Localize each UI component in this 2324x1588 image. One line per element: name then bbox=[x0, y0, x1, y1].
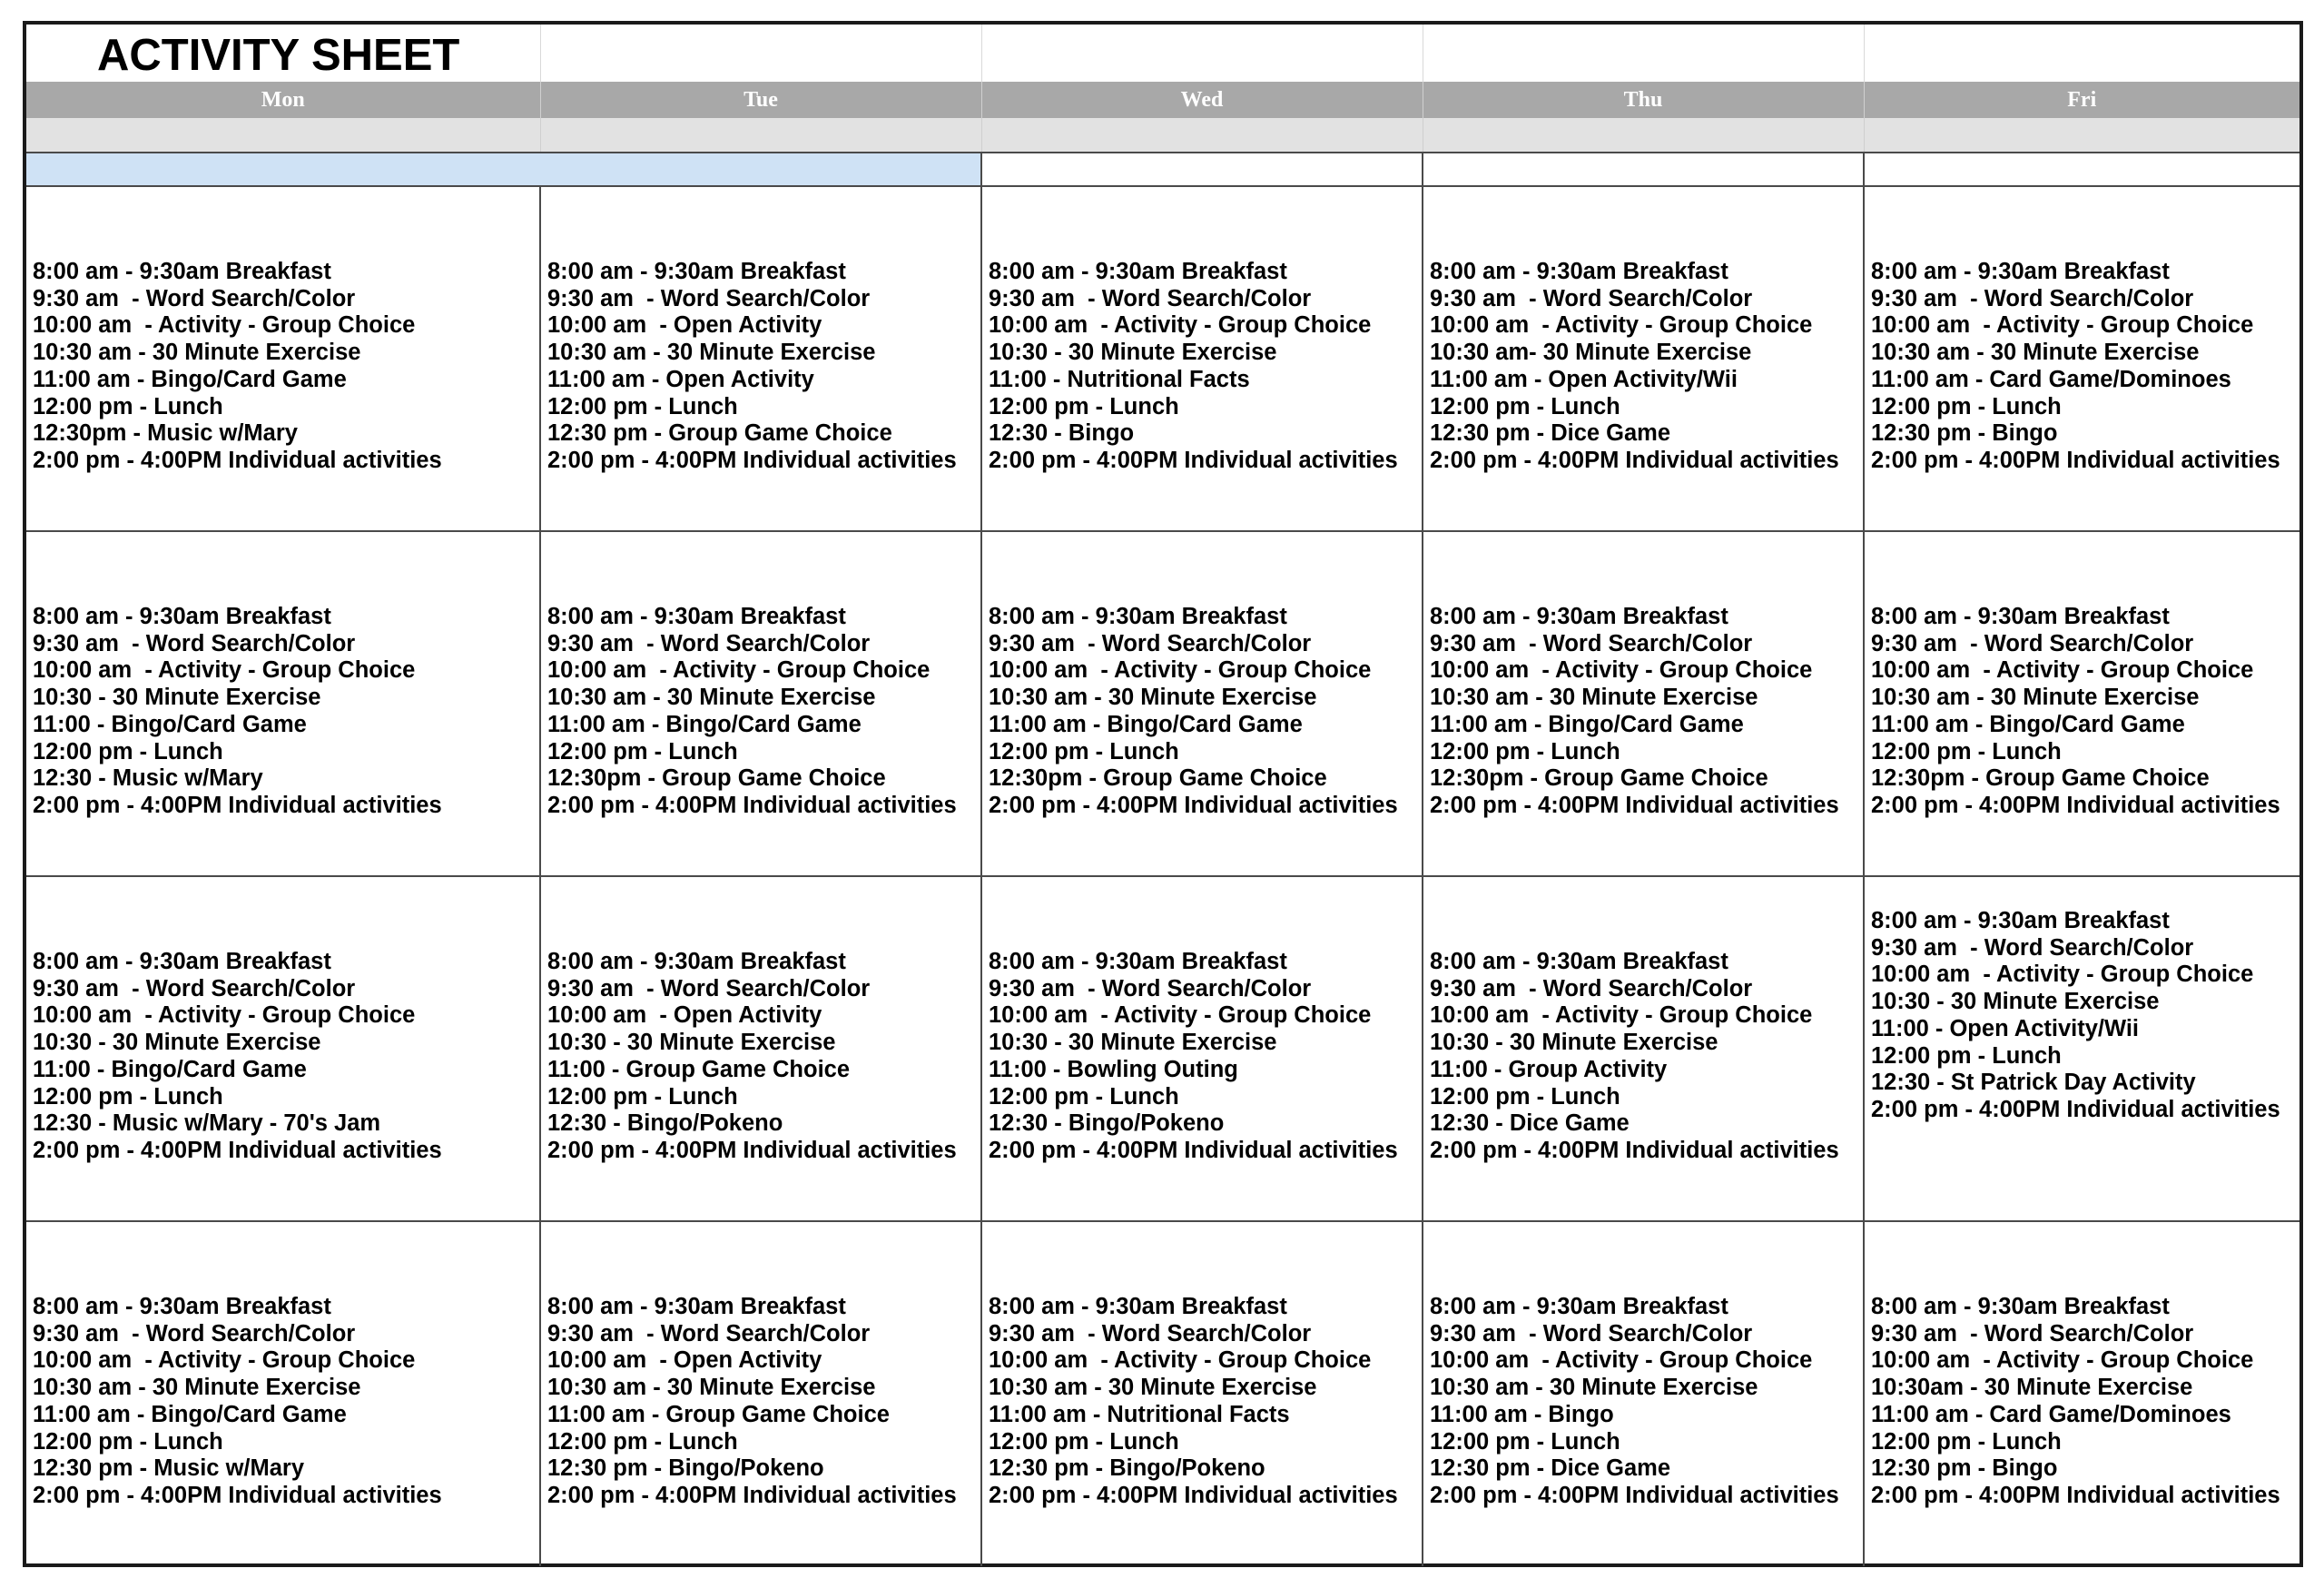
day-header-thu: Thu bbox=[1423, 82, 1864, 118]
activity-list bbox=[26, 1222, 539, 1510]
activity-entry: 10:30 am - 30 Minute Exercise bbox=[989, 685, 1317, 711]
date-cell[interactable] bbox=[540, 118, 981, 153]
activity-list bbox=[1865, 532, 2299, 820]
activity-entry: 12:30 pm - Dice Game bbox=[1430, 420, 1671, 447]
activity-entry: 12:00 pm - Lunch bbox=[547, 738, 738, 764]
day-cell[interactable] bbox=[981, 186, 1423, 531]
activity-entry: 12:00 pm - Lunch bbox=[989, 1428, 1179, 1455]
activity-entry: 2:00 pm - 4:00PM Individual activities bbox=[1871, 792, 2280, 818]
activity-entry: 2:00 pm - 4:00PM Individual activities bbox=[1871, 1482, 2280, 1508]
date-row bbox=[26, 118, 2299, 153]
activity-entry: 2:00 pm - 4:00PM Individual activities bbox=[1430, 1137, 1839, 1163]
activity-entry: 8:00 am - 9:30am Breakfast bbox=[1430, 949, 1728, 974]
activity-entry: 2:00 pm - 4:00PM Individual activities bbox=[547, 1137, 957, 1163]
activity-entry: 9:30 am - Word Search/Color bbox=[1871, 630, 2194, 656]
date-cell[interactable] bbox=[26, 118, 540, 153]
activity-entry: 8:00 am - 9:30am Breakfast bbox=[1871, 604, 2170, 629]
activity-entry: 11:00 - Open Activity/Wii bbox=[1871, 1015, 2139, 1041]
activity-entry: 12:30 pm - Music w/Mary bbox=[33, 1455, 305, 1482]
activity-entry: 9:30 am - Word Search/Color bbox=[33, 975, 356, 1001]
activity-entry: 12:00 pm - Lunch bbox=[989, 1083, 1179, 1110]
empty-cell bbox=[540, 25, 981, 82]
activity-list bbox=[982, 1222, 1422, 1510]
activity-entry: 12:30 - Dice Game bbox=[1430, 1110, 1630, 1137]
activity-entry: 11:00 am - Nutritional Facts bbox=[989, 1401, 1290, 1427]
activity-entry: 10:00 am - Activity - Group Choice bbox=[33, 312, 416, 339]
activity-entry: 12:00 pm - Lunch bbox=[989, 393, 1179, 419]
activity-entry: 11:00 - Bingo/Card Game bbox=[33, 711, 307, 737]
day-cell[interactable] bbox=[981, 876, 1423, 1221]
activity-entry: 8:00 am - 9:30am Breakfast bbox=[547, 1294, 846, 1319]
activity-entry: 9:30 am - Word Search/Color bbox=[33, 1320, 356, 1346]
day-cell[interactable] bbox=[1864, 531, 2299, 876]
activity-entry: 8:00 am - 9:30am Breakfast bbox=[547, 949, 846, 974]
date-cell[interactable] bbox=[981, 118, 1423, 153]
week-row bbox=[26, 1221, 2299, 1566]
day-cell[interactable] bbox=[540, 1221, 981, 1566]
blank-cell[interactable] bbox=[981, 153, 1423, 186]
blank-cell[interactable] bbox=[1864, 153, 2299, 186]
activity-entry: 12:00 pm - Lunch bbox=[989, 738, 1179, 764]
activity-entry: 9:30 am - Word Search/Color bbox=[1430, 285, 1753, 311]
day-cell[interactable] bbox=[1864, 186, 2299, 531]
activity-entry: 9:30 am - Word Search/Color bbox=[989, 285, 1312, 311]
activity-entry: 10:30 - 30 Minute Exercise bbox=[33, 685, 321, 711]
activity-entry: 12:00 pm - Lunch bbox=[33, 1428, 223, 1455]
sheet-title: ACTIVITY SHEET bbox=[97, 30, 460, 80]
empty-cell bbox=[1864, 25, 2299, 82]
activity-list bbox=[541, 877, 980, 1165]
activity-entry: 2:00 pm - 4:00PM Individual activities bbox=[547, 447, 957, 473]
activity-entry: 10:30 - 30 Minute Exercise bbox=[547, 1030, 836, 1056]
activity-entry: 12:00 pm - Lunch bbox=[547, 393, 738, 419]
schedule-table bbox=[26, 25, 2299, 1566]
activity-entry: 10:00 am - Activity - Group Choice bbox=[33, 657, 416, 684]
activity-entry: 10:30 am - 30 Minute Exercise bbox=[1430, 1375, 1758, 1401]
activity-entry: 12:00 pm - Lunch bbox=[33, 393, 223, 419]
activity-entry: 10:00 am - Open Activity bbox=[547, 1347, 822, 1374]
activity-entry: 2:00 pm - 4:00PM Individual activities bbox=[1871, 1096, 2280, 1122]
activity-entry: 10:30 am - 30 Minute Exercise bbox=[547, 1375, 876, 1401]
activity-entry: 12:30 pm - Bingo bbox=[1871, 1455, 2058, 1482]
activity-entry: 12:30 pm - Bingo/Pokeno bbox=[989, 1455, 1265, 1482]
activity-entry: 8:00 am - 9:30am Breakfast bbox=[1871, 259, 2170, 284]
activity-entry: 8:00 am - 9:30am Breakfast bbox=[989, 604, 1287, 629]
activity-entry: 8:00 am - 9:30am Breakfast bbox=[989, 259, 1287, 284]
day-cell[interactable] bbox=[1423, 1221, 1864, 1566]
activity-list bbox=[26, 187, 539, 475]
activity-entry: 12:00 pm - Lunch bbox=[33, 738, 223, 764]
activity-entry: 2:00 pm - 4:00PM Individual activities bbox=[547, 792, 957, 818]
activity-entry: 9:30 am - Word Search/Color bbox=[989, 630, 1312, 656]
activity-entry: 2:00 pm - 4:00PM Individual activities bbox=[989, 1137, 1398, 1163]
activity-entry: 8:00 am - 9:30am Breakfast bbox=[1871, 1294, 2170, 1319]
activity-entry: 12:30 pm - Dice Game bbox=[1430, 1455, 1671, 1482]
activity-list bbox=[26, 877, 539, 1165]
activity-entry: 9:30 am - Word Search/Color bbox=[1871, 934, 2194, 961]
activity-entry: 8:00 am - 9:30am Breakfast bbox=[33, 259, 331, 284]
activity-entry: 8:00 am - 9:30am Breakfast bbox=[33, 1294, 331, 1319]
activity-list bbox=[1423, 877, 1863, 1165]
activity-list bbox=[982, 877, 1422, 1165]
activity-entry: 8:00 am - 9:30am Breakfast bbox=[1430, 1294, 1728, 1319]
activity-entry: 11:00 - Bowling Outing bbox=[989, 1056, 1238, 1082]
activity-entry: 8:00 am - 9:30am Breakfast bbox=[1871, 908, 2170, 933]
activity-entry: 2:00 pm - 4:00PM Individual activities bbox=[547, 1482, 957, 1508]
activity-entry: 9:30 am - Word Search/Color bbox=[547, 285, 871, 311]
activity-entry: 12:00 pm - Lunch bbox=[33, 1083, 223, 1110]
activity-entry: 9:30 am - Word Search/Color bbox=[1430, 1320, 1753, 1346]
day-cell[interactable] bbox=[1864, 1221, 2299, 1566]
day-cell[interactable] bbox=[1864, 876, 2299, 1221]
activity-entry: 12:30pm - Group Game Choice bbox=[1430, 765, 1768, 792]
activity-entry: 10:00 am - Activity - Group Choice bbox=[33, 1347, 416, 1374]
activity-entry: 10:00 am - Open Activity bbox=[547, 1002, 822, 1029]
day-cell[interactable] bbox=[26, 1221, 540, 1566]
activity-entry: 10:00 am - Activity - Group Choice bbox=[989, 657, 1372, 684]
week-row bbox=[26, 186, 2299, 531]
activity-entry: 10:30 am - 30 Minute Exercise bbox=[33, 340, 361, 366]
activity-list bbox=[541, 1222, 980, 1510]
activity-entry: 2:00 pm - 4:00PM Individual activities bbox=[33, 1137, 442, 1163]
day-cell[interactable] bbox=[540, 186, 981, 531]
activity-entry: 10:00 am - Activity - Group Choice bbox=[989, 312, 1372, 339]
activity-list bbox=[541, 187, 980, 475]
activity-entry: 2:00 pm - 4:00PM Individual activities bbox=[33, 792, 442, 818]
activity-entry: 8:00 am - 9:30am Breakfast bbox=[989, 1294, 1287, 1319]
activity-entry: 11:00 am - Bingo/Card Game bbox=[1871, 711, 2185, 737]
activity-list bbox=[1423, 1222, 1863, 1510]
activity-list bbox=[982, 532, 1422, 820]
day-cell[interactable] bbox=[540, 531, 981, 876]
activity-entry: 10:00 am - Activity - Group Choice bbox=[1430, 1002, 1813, 1029]
activity-entry: 8:00 am - 9:30am Breakfast bbox=[989, 949, 1287, 974]
activity-entry: 8:00 am - 9:30am Breakfast bbox=[33, 949, 331, 974]
day-header-row bbox=[26, 82, 2299, 118]
week-row bbox=[26, 531, 2299, 876]
activity-entry: 10:30 am - 30 Minute Exercise bbox=[1871, 340, 2200, 366]
activity-entry: 11:00 am - Bingo/Card Game bbox=[33, 1401, 347, 1427]
title-row bbox=[26, 25, 2299, 82]
activity-entry: 2:00 pm - 4:00PM Individual activities bbox=[1871, 447, 2280, 473]
activity-entry: 10:30am - 30 Minute Exercise bbox=[1871, 1375, 2193, 1401]
activity-entry: 12:30pm - Music w/Mary bbox=[33, 420, 298, 447]
activity-entry: 11:00 am - Bingo/Card Game bbox=[989, 711, 1303, 737]
activity-entry: 10:30 am - 30 Minute Exercise bbox=[547, 685, 876, 711]
activity-entry: 9:30 am - Word Search/Color bbox=[989, 1320, 1312, 1346]
activity-entry: 9:30 am - Word Search/Color bbox=[33, 630, 356, 656]
activity-entry: 11:00 am - Card Game/Dominoes bbox=[1871, 366, 2231, 392]
activity-entry: 2:00 pm - 4:00PM Individual activities bbox=[33, 447, 442, 473]
date-cell[interactable] bbox=[1864, 118, 2299, 153]
activity-entry: 10:00 am - Activity - Group Choice bbox=[33, 1002, 416, 1029]
activity-entry: 11:00 - Bingo/Card Game bbox=[33, 1056, 307, 1082]
activity-entry: 10:00 am - Open Activity bbox=[547, 312, 822, 339]
activity-list bbox=[26, 532, 539, 820]
activity-entry: 12:00 pm - Lunch bbox=[1430, 1083, 1620, 1110]
activity-entry: 12:30 - St Patrick Day Activity bbox=[1871, 1070, 2196, 1096]
activity-entry: 11:00 - Nutritional Facts bbox=[989, 366, 1250, 392]
empty-cell bbox=[981, 25, 1423, 82]
activity-entry: 9:30 am - Word Search/Color bbox=[1430, 975, 1753, 1001]
activity-entry: 10:30 am - 30 Minute Exercise bbox=[33, 1375, 361, 1401]
activity-entry: 12:30 - Bingo/Pokeno bbox=[547, 1110, 783, 1137]
activity-entry: 2:00 pm - 4:00PM Individual activities bbox=[1430, 1482, 1839, 1508]
activity-entry: 12:30 pm - Group Game Choice bbox=[547, 420, 892, 447]
activity-entry: 2:00 pm - 4:00PM Individual activities bbox=[989, 447, 1398, 473]
highlight-row bbox=[26, 153, 2299, 186]
activity-entry: 12:00 pm - Lunch bbox=[1430, 393, 1620, 419]
activity-entry: 8:00 am - 9:30am Breakfast bbox=[547, 259, 846, 284]
title-cell bbox=[26, 25, 540, 82]
activity-entry: 12:30 pm - Bingo bbox=[1871, 420, 2058, 447]
activity-entry: 11:00 am - Group Game Choice bbox=[547, 1401, 890, 1427]
activity-entry: 10:30 - 30 Minute Exercise bbox=[989, 340, 1277, 366]
activity-entry: 12:00 pm - Lunch bbox=[1430, 1428, 1620, 1455]
activity-entry: 10:00 am - Activity - Group Choice bbox=[1871, 1347, 2254, 1374]
day-cell[interactable] bbox=[1423, 186, 1864, 531]
activity-entry: 10:30 am- 30 Minute Exercise bbox=[1430, 340, 1752, 366]
activity-entry: 10:00 am - Activity - Group Choice bbox=[1871, 312, 2254, 339]
activity-entry: 12:00 pm - Lunch bbox=[1430, 738, 1620, 764]
activity-entry: 8:00 am - 9:30am Breakfast bbox=[1430, 259, 1728, 284]
day-cell[interactable] bbox=[981, 1221, 1423, 1566]
activity-entry: 9:30 am - Word Search/Color bbox=[33, 285, 356, 311]
activity-entry: 2:00 pm - 4:00PM Individual activities bbox=[989, 792, 1398, 818]
activity-entry: 10:00 am - Activity - Group Choice bbox=[1430, 657, 1813, 684]
activity-entry: 12:30 - Music w/Mary - 70's Jam bbox=[33, 1110, 381, 1137]
activity-entry: 11:00 am - Bingo/Card Game bbox=[547, 711, 862, 737]
activity-entry: 8:00 am - 9:30am Breakfast bbox=[1430, 604, 1728, 629]
day-cell[interactable] bbox=[540, 876, 981, 1221]
day-header-fri: Fri bbox=[1864, 82, 2299, 118]
activity-list bbox=[541, 532, 980, 820]
activity-entry: 10:30 - 30 Minute Exercise bbox=[33, 1030, 321, 1056]
activity-entry: 10:00 am - Activity - Group Choice bbox=[1430, 312, 1813, 339]
activity-entry: 12:30pm - Group Game Choice bbox=[547, 765, 886, 792]
activity-entry: 2:00 pm - 4:00PM Individual activities bbox=[1430, 792, 1839, 818]
activity-entry: 2:00 pm - 4:00PM Individual activities bbox=[33, 1482, 442, 1508]
activity-entry: 11:00 am - Bingo bbox=[1430, 1401, 1614, 1427]
activity-entry: 9:30 am - Word Search/Color bbox=[1871, 1320, 2194, 1346]
activity-entry: 11:00 am - Bingo/Card Game bbox=[33, 366, 347, 392]
activity-list bbox=[1865, 187, 2299, 475]
activity-entry: 10:00 am - Activity - Group Choice bbox=[989, 1347, 1372, 1374]
activity-entry: 9:30 am - Word Search/Color bbox=[1430, 630, 1753, 656]
activity-entry: 10:00 am - Activity - Group Choice bbox=[989, 1002, 1372, 1029]
week-row bbox=[26, 876, 2299, 1221]
activity-entry: 11:00 am - Open Activity bbox=[547, 366, 814, 392]
activity-entry: 12:30 - Bingo/Pokeno bbox=[989, 1110, 1225, 1137]
activity-entry: 12:00 pm - Lunch bbox=[1871, 1428, 2062, 1455]
activity-entry: 11:00 - Group Game Choice bbox=[547, 1056, 851, 1082]
day-cell[interactable] bbox=[26, 531, 540, 876]
activity-entry: 12:00 pm - Lunch bbox=[1871, 738, 2062, 764]
activity-entry: 9:30 am - Word Search/Color bbox=[547, 975, 871, 1001]
activity-entry: 10:30 - 30 Minute Exercise bbox=[1871, 989, 2160, 1015]
day-cell[interactable] bbox=[981, 531, 1423, 876]
activity-entry: 12:30pm - Group Game Choice bbox=[989, 765, 1327, 792]
activity-entry: 11:00 am - Open Activity/Wii bbox=[1430, 366, 1738, 392]
activity-entry: 8:00 am - 9:30am Breakfast bbox=[33, 604, 331, 629]
activity-entry: 12:30 pm - Bingo/Pokeno bbox=[547, 1455, 824, 1482]
activity-entry: 10:30 am - 30 Minute Exercise bbox=[547, 340, 876, 366]
activity-entry: 12:00 pm - Lunch bbox=[547, 1083, 738, 1110]
activity-entry: 9:30 am - Word Search/Color bbox=[1871, 285, 2194, 311]
activity-entry: 10:00 am - Activity - Group Choice bbox=[1430, 1347, 1813, 1374]
activity-list bbox=[982, 187, 1422, 475]
day-cell[interactable] bbox=[26, 186, 540, 531]
activity-entry: 10:30 am - 30 Minute Exercise bbox=[989, 1375, 1317, 1401]
activity-entry: 12:00 pm - Lunch bbox=[1871, 393, 2062, 419]
day-header-tue: Tue bbox=[540, 82, 981, 118]
day-cell[interactable] bbox=[1423, 876, 1864, 1221]
activity-list bbox=[1423, 187, 1863, 475]
activity-entry: 2:00 pm - 4:00PM Individual activities bbox=[989, 1482, 1398, 1508]
activity-entry: 11:00 am - Card Game/Dominoes bbox=[1871, 1401, 2231, 1427]
activity-entry: 10:30 - 30 Minute Exercise bbox=[1430, 1030, 1718, 1056]
activity-entry: 12:30 - Music w/Mary bbox=[33, 765, 263, 792]
activity-entry: 10:30 am - 30 Minute Exercise bbox=[1430, 685, 1758, 711]
activity-entry: 2:00 pm - 4:00PM Individual activities bbox=[1430, 447, 1839, 473]
activity-entry: 12:00 pm - Lunch bbox=[547, 1428, 738, 1455]
activity-entry: 10:00 am - Activity - Group Choice bbox=[547, 657, 931, 684]
activity-list bbox=[1423, 532, 1863, 820]
activity-entry: 9:30 am - Word Search/Color bbox=[547, 630, 871, 656]
activity-entry: 10:00 am - Activity - Group Choice bbox=[1871, 962, 2254, 988]
activity-entry: 12:30 - Bingo bbox=[989, 420, 1135, 447]
activity-entry: 10:00 am - Activity - Group Choice bbox=[1871, 657, 2254, 684]
date-cell[interactable] bbox=[1423, 118, 1864, 153]
day-header-wed: Wed bbox=[981, 82, 1423, 118]
highlighted-cell[interactable] bbox=[26, 153, 981, 186]
day-cell[interactable] bbox=[1423, 531, 1864, 876]
activity-entry: 12:00 pm - Lunch bbox=[1871, 1042, 2062, 1069]
activity-entry: 10:30 am - 30 Minute Exercise bbox=[1871, 685, 2200, 711]
activity-list bbox=[1865, 877, 2299, 1124]
day-cell[interactable] bbox=[26, 876, 540, 1221]
activity-entry: 8:00 am - 9:30am Breakfast bbox=[547, 604, 846, 629]
activity-entry: 10:30 - 30 Minute Exercise bbox=[989, 1030, 1277, 1056]
activity-entry: 11:00 - Group Activity bbox=[1430, 1056, 1668, 1082]
activity-entry: 9:30 am - Word Search/Color bbox=[989, 975, 1312, 1001]
activity-entry: 9:30 am - Word Search/Color bbox=[547, 1320, 871, 1346]
blank-cell[interactable] bbox=[1423, 153, 1864, 186]
day-header-mon: Mon bbox=[26, 82, 540, 118]
empty-cell bbox=[1423, 25, 1864, 82]
activity-entry: 11:00 am - Bingo/Card Game bbox=[1430, 711, 1744, 737]
activity-entry: 12:30pm - Group Game Choice bbox=[1871, 765, 2210, 792]
activity-sheet bbox=[23, 21, 2303, 1567]
activity-list bbox=[1865, 1222, 2299, 1510]
